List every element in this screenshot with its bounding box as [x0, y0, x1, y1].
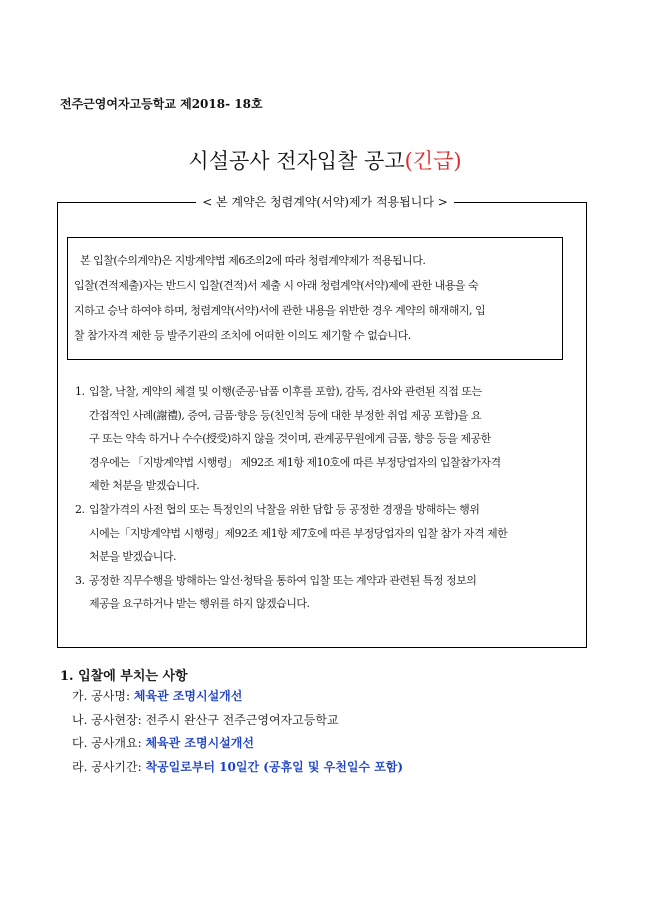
pledge-clauses — [75, 380, 575, 616]
section-heading: 1. 입찰에 부치는 사항 — [60, 669, 188, 684]
summary-line: 본 입찰(수의계약)은 지방계약법 제6조의2에 따라 청렴계약제가 적용됩니다. — [80, 254, 426, 267]
bid-item-period — [72, 756, 403, 780]
clause-number: 2. — [75, 502, 85, 516]
clause-number: 3. — [75, 573, 85, 587]
clause-line: 간접적인 사례(謝禮), 증여, 금품·향응 등(친인척 등에 대한 부정한 취업 제공 포함)을 요 — [89, 408, 482, 422]
bid-item-overview — [72, 732, 403, 756]
clause-line: 처분을 받겠습니다. — [89, 550, 177, 564]
bid-item-project-name — [72, 685, 403, 709]
clause-line: 시에는「지방계약법 시행령」제92조 제1항 제7호에 따른 부정당업자의 입찰 참가 자격 제한 — [89, 526, 508, 540]
notice-box-caption-text: < 본 계약은 청렴계약(서약)제가 적용됩니다 > — [196, 195, 454, 209]
clause-text — [89, 498, 575, 569]
item-value: 체육관 조명시설개선 — [145, 736, 254, 750]
notice-box-caption — [0, 193, 650, 210]
pledge-clause-2 — [75, 498, 575, 569]
summary-line: 입찰(견적제출)자는 반드시 입찰(견적)서 제출 시 아래 청렴계약(서약)제에 관한 내용을 숙 — [74, 279, 479, 292]
item-value: 착공일로부터 10일간 (공휴일 및 우천일수 포함) — [145, 759, 404, 774]
clause-line: 제공을 요구하거나 받는 행위를 하지 않겠습니다. — [89, 597, 310, 611]
page-title — [0, 145, 650, 175]
item-value: 체육관 조명시설개선 — [133, 689, 243, 703]
clause-line: 입찰가격의 사전 협의 또는 특정인의 낙찰을 위한 담합 등 공정한 경쟁을 방해하는 행위 — [89, 502, 480, 516]
summary-line: 찰 참가자격 제한 등 발주기관의 조치에 어떠한 이의도 제기할 수 없습니다. — [74, 329, 411, 342]
clause-line: 공정한 직무수행을 방해하는 알선·청탁을 통하여 입찰 또는 계약과 관련된 특정 정보의 — [89, 573, 477, 587]
pledge-clause-1 — [75, 380, 575, 498]
clause-text — [89, 380, 575, 498]
bid-items-list — [72, 685, 403, 779]
bid-item-site — [72, 709, 403, 733]
item-label: 나. 공사현장: — [72, 712, 146, 727]
clause-text — [89, 569, 575, 616]
title-urgent-tag: (긴급) — [404, 149, 462, 173]
item-label: 라. 공사기간: — [72, 759, 146, 774]
title-main: 시설공사 전자입찰 공고 — [188, 149, 405, 173]
clause-line: 입찰, 낙찰, 계약의 체결 및 이행(준공·납품 이후를 포함), 감독, 검사와 관련된 직접 또는 — [89, 385, 482, 398]
integrity-summary-box — [67, 237, 563, 360]
item-value: 전주시 완산구 전주근영여자고등학교 — [145, 712, 339, 727]
clause-line: 제한 처분을 받겠습니다. — [89, 479, 200, 493]
item-label: 다. 공사개요: — [72, 736, 146, 750]
item-label: 가. 공사명: — [72, 689, 134, 703]
clause-line: 구 또는 약속 하거나 수수(授受)하지 않을 것이며, 관계공무원에게 금품, 향응 등을 제공한 — [89, 432, 491, 446]
summary-line: 지하고 승낙 하여야 하며, 청렴계약(서약)서에 관한 내용을 위반한 경우 계약의 해재해지, 입 — [74, 304, 486, 317]
clause-line: 경우에는 「지방계약법 시행령」 제92조 제1항 제10호에 따른 부정당업자의 입찰참가자격 — [89, 455, 501, 469]
pledge-clause-3 — [75, 569, 575, 616]
clause-number: 1. — [75, 385, 85, 398]
document-number: 전주근영여자고등학교 제2018- 18호 — [60, 97, 263, 111]
